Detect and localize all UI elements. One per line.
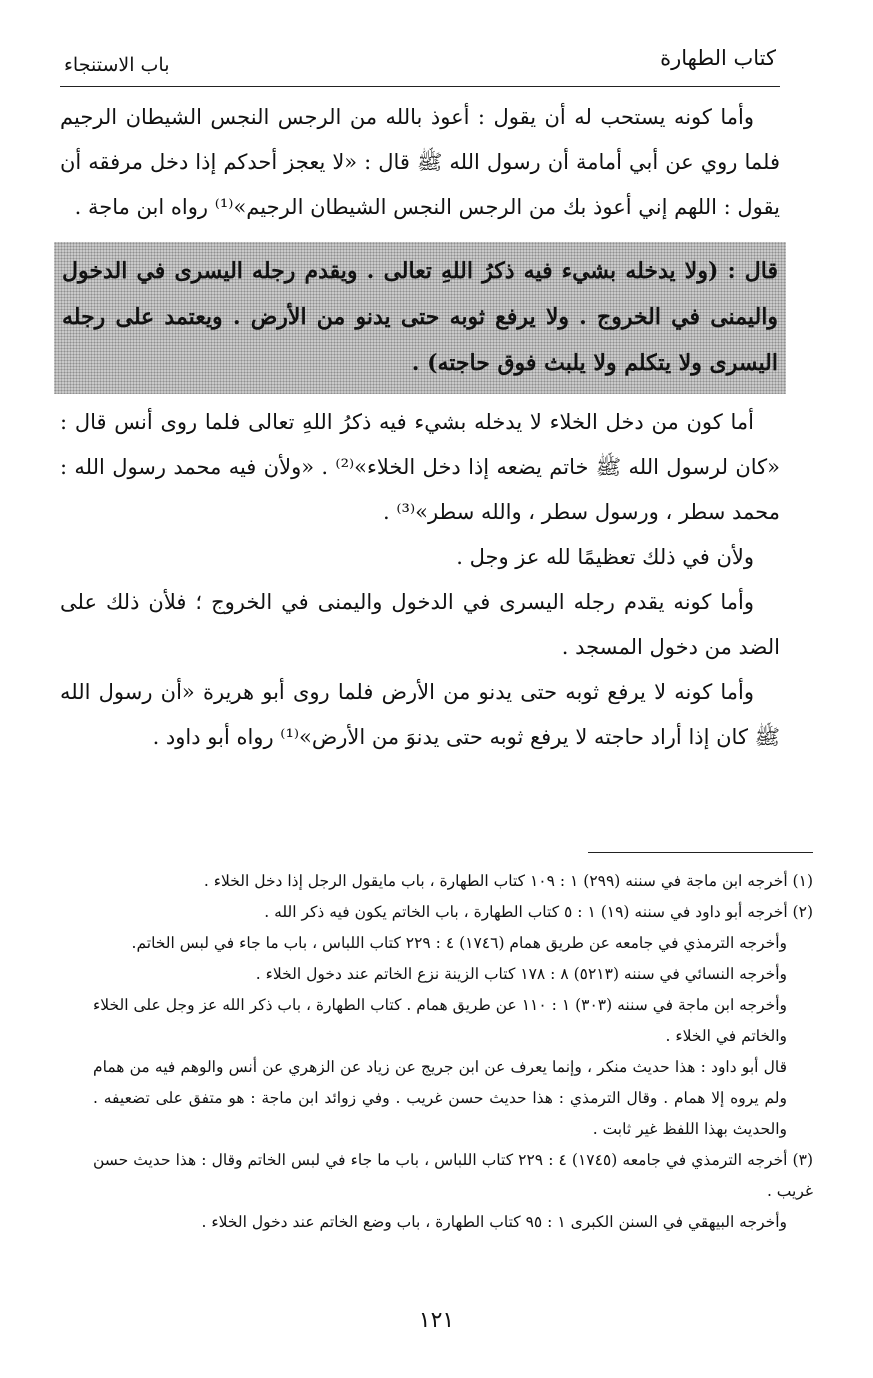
paragraph-isti-adha: وأما كونه يستحب له أن يقول : أعوذ بالله من الرجس النجس الشيطان الرجيم فلما روي عن أبي أمامة أن رسول الله ﷺ قال : «لا يعجز أحدكم إذا دخل مرفقه أن يقول : اللهم إني أعوذ بك من الرجس النجس الشيطان الرجيم»⁽¹⁾ رواه ابن ماجة . (60, 105, 780, 219)
footnotes (93, 866, 813, 1238)
paragraph-ta-zim: ولأن في ذلك تعظيمًا لله عز وجل . (456, 545, 754, 569)
footnote-item: (١) أخرجه ابن ماجة في سننه (٢٩٩) ١ : ١٠٩ كتاب الطهارة ، باب مايقول الرجل إذا دخل الخلاء . (203, 872, 813, 890)
footnote-subitem: وأخرجه النسائي في سننه (٥٢١٣) ٨ : ١٧٨ كتاب الزينة نزع الخاتم عند دخول الخلاء . (255, 965, 787, 983)
highlighted-matn-block (54, 242, 786, 394)
book-page (60, 40, 780, 760)
footnote-item: (٣) أخرجه الترمذي في جامعه (١٧٤٥) ٤ : ٢٢٩ كتاب اللباس ، باب ما جاء في لبس الخاتم وقال : هذا حديث حسن غريب . (93, 1151, 813, 1200)
main-text (60, 95, 780, 760)
paragraph-garment: وأما كونه لا يرفع ثوبه حتى يدنو من الأرض فلما روى أبو هريرة «أن رسول الله ﷺ كان إذا أراد حاجته لا يرفع ثوبه حتى يدنوَ من الأرض»⁽¹⁾ رواه أبو داود . (60, 680, 780, 749)
footnote-separator (588, 852, 813, 853)
matn-text: قال : (ولا يدخله بشيء فيه ذكرُ اللهِ تعالى . ويقدم رجله اليسرى في الدخول واليمنى في الخروج . ولا يرفع ثوبه حتى يدنو من الأرض . ويعتمد على رجله اليسرى ولا يتكلم ولا يلبث فوق حاجته) . (62, 258, 778, 376)
footnote-item: (٢) أخرجه أبو داود في سننه (١٩) ١ : ٥ كتاب الطهارة ، باب الخاتم يكون فيه ذكر الله . (264, 903, 813, 921)
chapter-title: باب الاستنجاء (64, 54, 170, 76)
footnote-subitem: وأخرجه البيهقي في السنن الكبرى ١ : ٩٥ كتاب الطهارة ، باب وضع الخاتم عند دخول الخلاء . (201, 1213, 787, 1231)
running-header (60, 40, 780, 87)
book-title: كتاب الطهارة (660, 46, 776, 70)
paragraph-dhikr: أما كون من دخل الخلاء لا يدخله بشيء فيه ذكرُ اللهِ تعالى فلما روى أنس قال : «كان لرسول الله ﷺ خاتم يضعه إذا دخل الخلاء»⁽²⁾ . «ولأن فيه محمد رسول الله : محمد سطر ، ورسول سطر ، والله سطر»⁽³⁾ . (60, 410, 780, 524)
footnote-subitem: وأخرجه الترمذي في جامعه عن طريق همام (١٧٤٦) ٤ : ٢٢٩ كتاب اللباس ، باب ما جاء في لبس الخاتم. (131, 934, 787, 952)
paragraph-left-foot: وأما كونه يقدم رجله اليسرى في الدخول واليمنى في الخروج ؛ فلأن ذلك على الضد من دخول المسجد . (60, 590, 780, 659)
footnote-subitem: وأخرجه ابن ماجة في سننه (٣٠٣) ١ : ١١٠ عن طريق همام . كتاب الطهارة ، باب ذكر الله عز وجل على الخلاء والخاتم في الخلاء . (93, 996, 788, 1045)
footnote-subitem: قال أبو داود : هذا حديث منكر ، وإنما يعرف عن ابن جريج عن زياد عن الزهري عن أنس والوهم فيه من همام ولم يروه إلا همام . وقال الترمذي : هذا حديث حسن غريب . وفي زوائد ابن ماجة : هو متفق على تضعيفه . والحديث بهذا اللفظ غير ثابت . (93, 1058, 787, 1138)
page-number: ١٢١ (418, 1308, 455, 1333)
